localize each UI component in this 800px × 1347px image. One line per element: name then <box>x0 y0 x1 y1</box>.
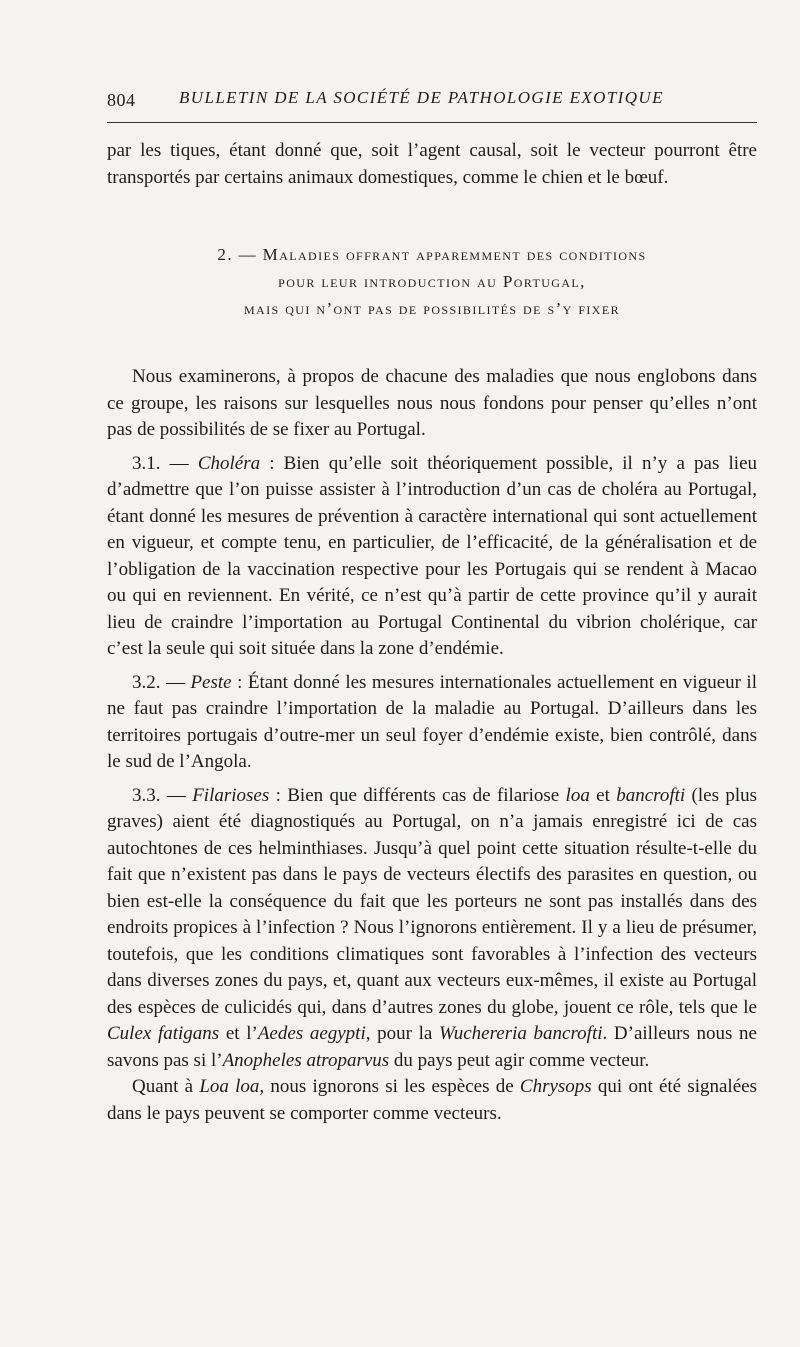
text-run: du pays peut agir comme vecteur. <box>389 1049 650 1071</box>
text-run: (les plus graves) aient été diagnostiqués au Portugal, on n’a jamais enregistré ici de cas autochtones de ces helminthiases. Jusqu’à quel point cette situation résulte-t-elle du fait que n’existent pas dans le pays de vecteurs électifs des parasites en question, ou bien est-elle la conséquence du fait que les porteurs ne sont pas installés dans des endroits propices à l’infection ? Nous l’ignorons entièrement. Il y a lieu de présumer, toutefois, que les conditions climatiques sont favorables à l’infection des vecteurs dans diverses zones du pays, et, quant aux vecteurs eux-mêmes, il existe au Portugal des espèces de culicidés qui, dans d’autres zones du globe, jouent ce rôle, tels que le <box>107 784 758 1018</box>
paragraph-peste <box>107 670 757 776</box>
section-heading-line-1: 2. — Maladies offrant apparemment des conditions <box>217 245 647 264</box>
text-run: et <box>589 784 617 806</box>
page-number: 804 <box>107 90 136 110</box>
italic-term: loa <box>565 784 590 806</box>
italic-term: Culex fatigans <box>107 1023 220 1044</box>
page-header <box>107 86 757 114</box>
italic-term: Chrysops <box>519 1076 592 1097</box>
paragraph-filarioses <box>107 783 757 1075</box>
subsection-title: Filarioses <box>192 784 270 806</box>
italic-term: Anopheles atroparvus <box>222 1049 390 1071</box>
subsection-number: 3.3. — <box>132 784 193 806</box>
italic-term: bancrofti <box>616 784 686 806</box>
section-heading-line-3: mais qui n’ont pas de possibilités de s’y fixer <box>243 299 621 318</box>
running-head: BULLETIN DE LA SOCIÉTÉ DE PATHOLOGIE EXOTIQUE <box>179 88 664 107</box>
paragraph-intro: Nous examinerons, à propos de chacune des maladies que nous englobons dans ce groupe, les raisons sur lesquelles nous nous fondons pour penser qu’elles n’ont pas de possibilités de se fixer au Portugal. <box>107 366 757 440</box>
italic-term: Aedes aegypti <box>257 1023 366 1044</box>
text-run: , nous ignorons si les espèces de <box>259 1076 520 1097</box>
subsection-title: Choléra <box>197 452 261 474</box>
paragraph-cholera <box>107 451 757 663</box>
header-rule <box>107 122 757 123</box>
body-text <box>107 138 757 1127</box>
section-heading <box>107 241 757 322</box>
text-run: qui ont été signalées dans le pays peuvent se comporter comme vecteurs. <box>107 1076 757 1124</box>
italic-term: Loa loa <box>199 1076 260 1097</box>
text-run: : Bien que différents cas de filariose <box>269 784 566 806</box>
paragraph-loa-loa <box>107 1074 757 1127</box>
subsection-title: Peste <box>190 671 232 693</box>
subsection-number: 3.1. — <box>132 452 198 474</box>
text-run: Quant à <box>132 1076 200 1097</box>
text-run: . D’ailleurs nous ne savons pas si l’ <box>107 1023 757 1071</box>
paragraph-text: : Étant donné les mesures internationales actuellement en vigueur il ne faut pas craindre l’importation de la maladie au Portugal. D’ailleurs dans les territoires portugais d’outre-mer un seul foyer d’endémie existe, bien contrôlé, dans le sud de l’Angola. <box>107 671 757 772</box>
text-run: et l’ <box>219 1023 258 1044</box>
subsection-number: 3.2. — <box>132 671 191 693</box>
section-heading-line-2: pour leur introduction au Portugal, <box>278 272 586 291</box>
italic-term: Wuchereria bancrofti <box>438 1023 603 1044</box>
text-run: , pour la <box>365 1023 439 1044</box>
paragraph-continuation: par les tiques, étant donné que, soit l’agent causal, soit le vecteur pourront être transportés par certains animaux domestiques, comme le chien et le bœuf. <box>107 140 757 188</box>
paragraph-text: : Bien qu’elle soit théoriquement possible, il n’y a pas lieu d’admettre que l’on puisse assister à l’introduction d’un cas de choléra au Portugal, étant donné les mesures de prévention à caractère international qui sont actuellement en vigueur, et compte tenu, en particulier, de l’efficacité, de la généralisation et de l’obligation de la vaccination respective pour les Portugais qui se rendent à Macao ou qui en reviennent. En vérité, ce n’est qu’à partir de cette province qu’il y aurait lieu de craindre l’importation au Portugal Continental du vibrion cholérique, car c’est la seule qui soit située dans la zone d’endémie. <box>107 452 758 659</box>
